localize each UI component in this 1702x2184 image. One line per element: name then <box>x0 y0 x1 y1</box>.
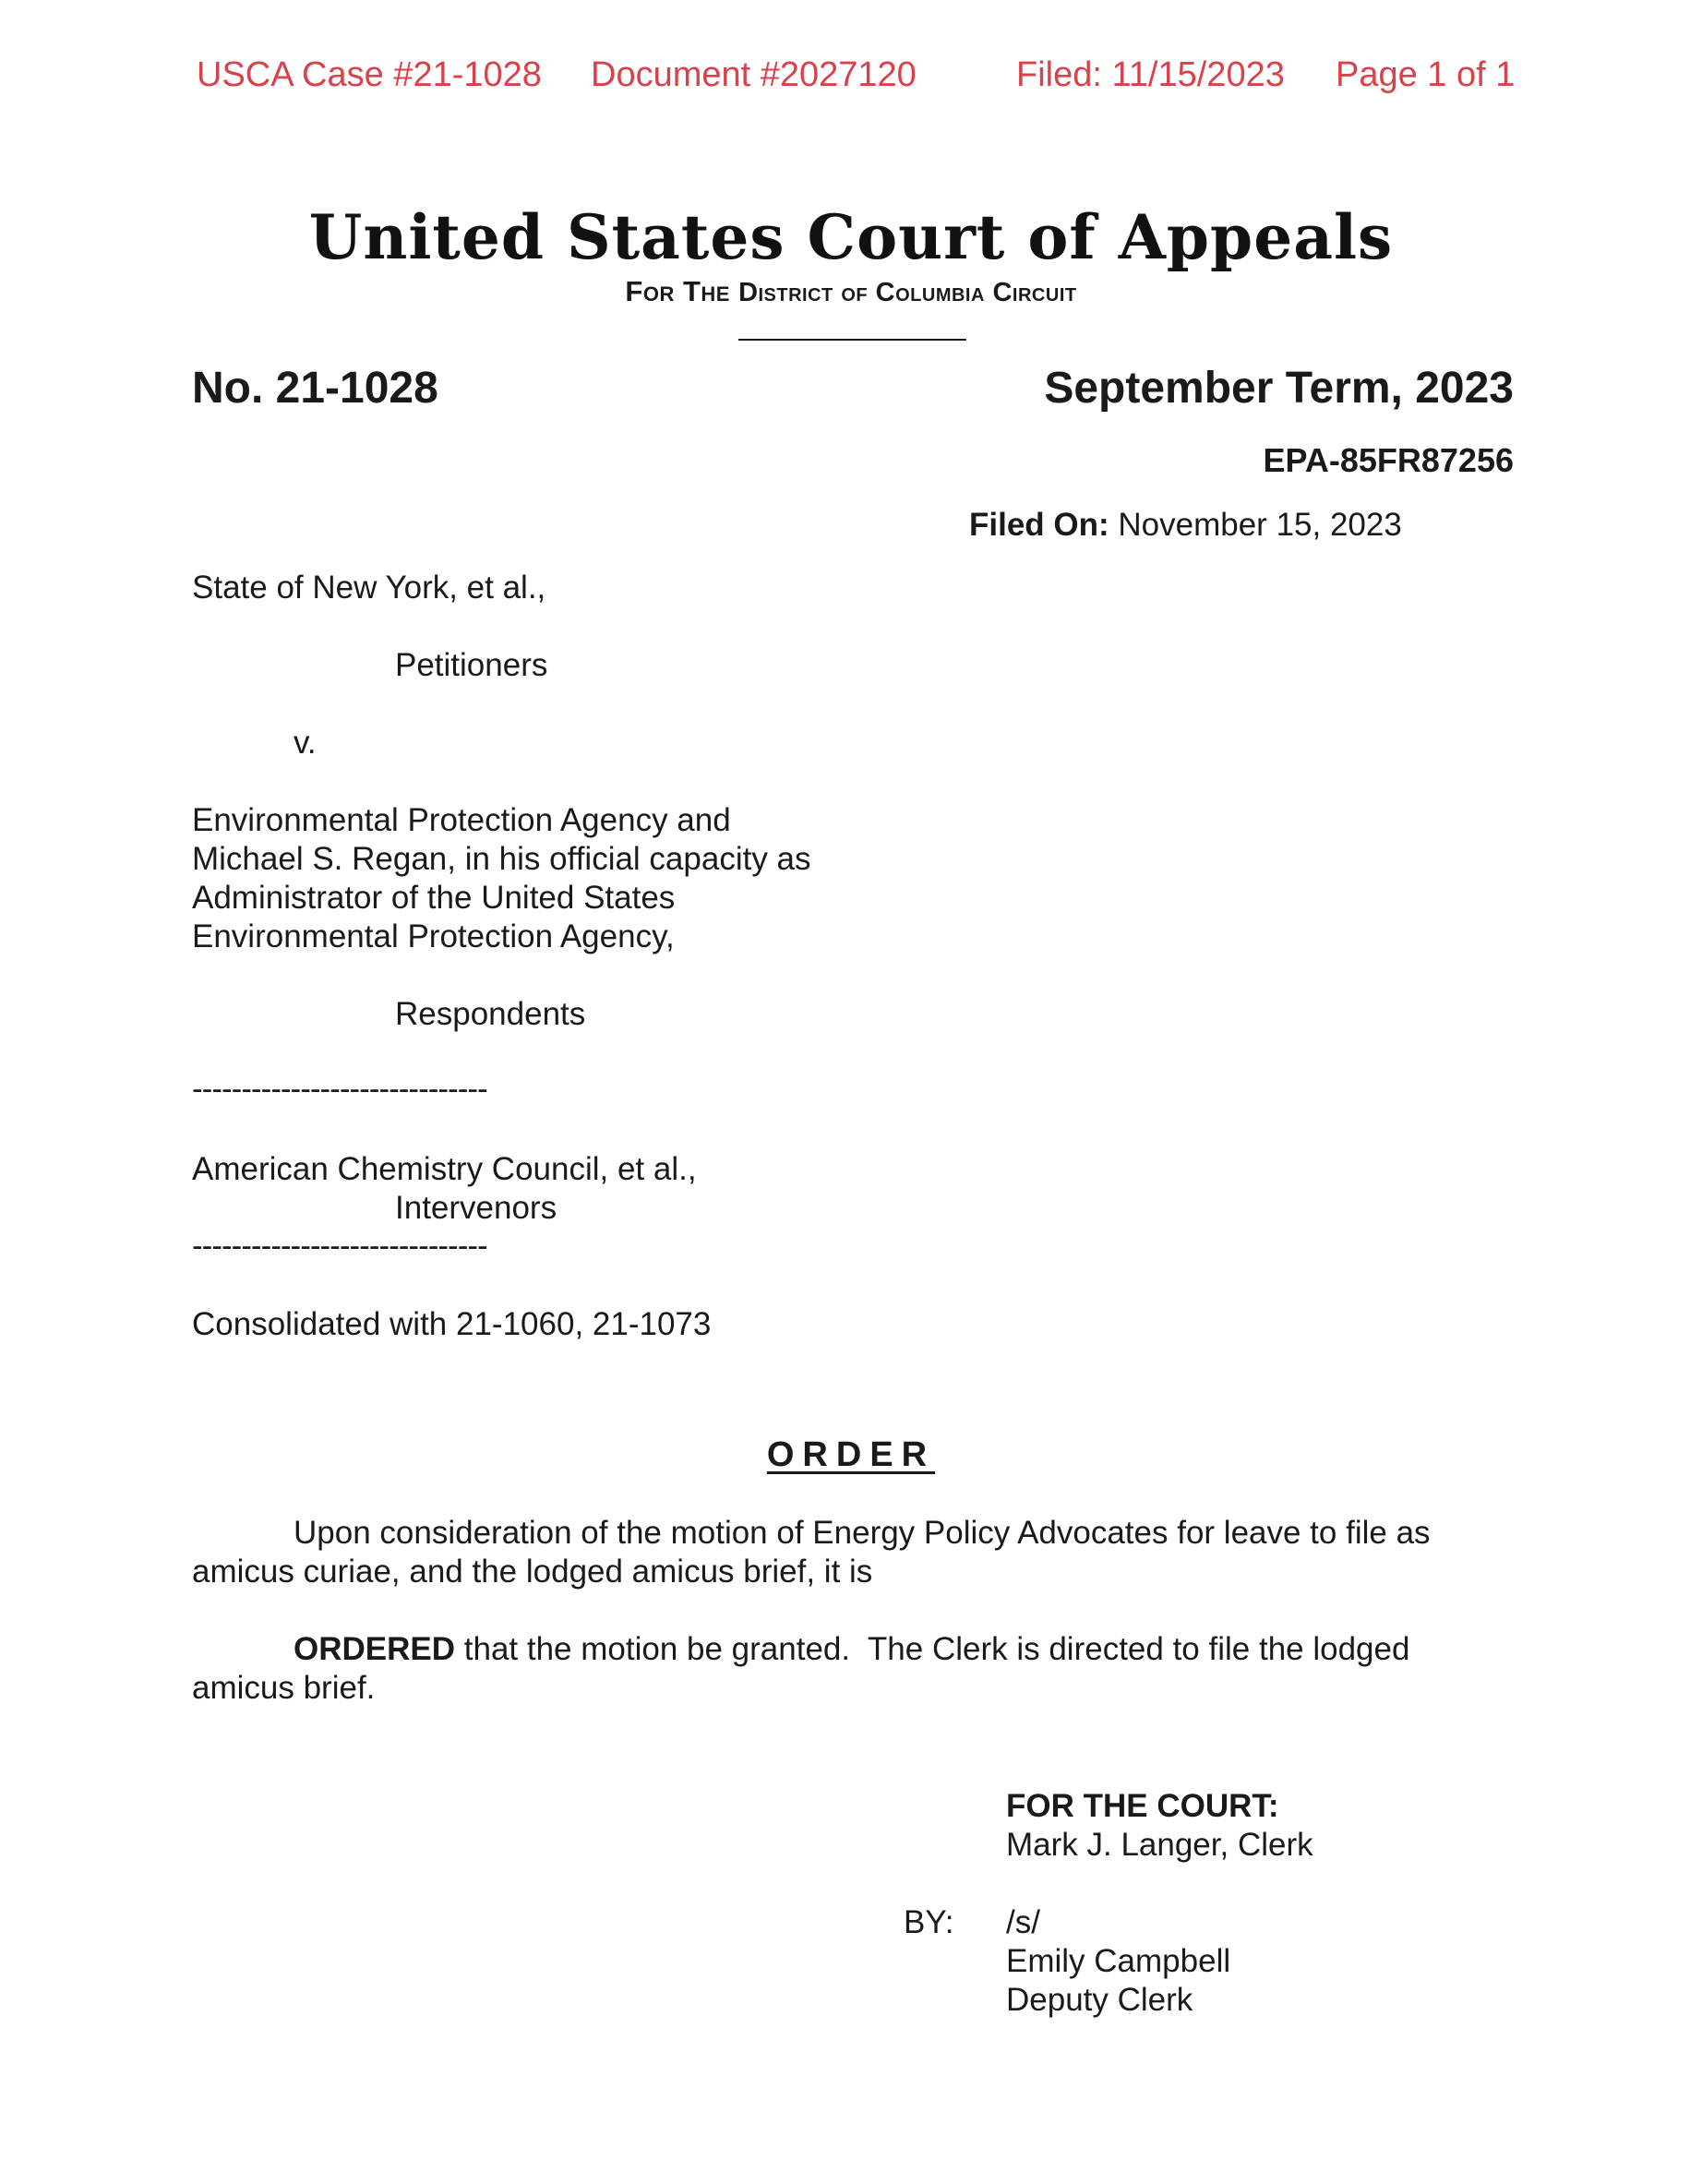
order-title-text: ORDER <box>766 1435 936 1474</box>
order-para2-line2: amicus brief. <box>192 1670 376 1706</box>
document-stamp: Document #2027120 <box>591 55 917 94</box>
order-para1-line1: Upon consideration of the motion of Energy Policy Advocates for leave to file as <box>294 1515 1431 1551</box>
respondent-line-3: Administrator of the United States <box>192 880 676 916</box>
petitioners-label: Petitioners <box>395 647 548 683</box>
deputy-name: Emily Campbell <box>1006 1943 1231 1979</box>
heading-rule <box>738 339 966 341</box>
court-subtitle-prefix: For The <box>625 275 739 307</box>
petitioner-name: State of New York, et al., <box>192 570 546 606</box>
order-para2-line1 <box>294 1630 1409 1669</box>
respondents-label: Respondents <box>395 996 586 1032</box>
filed-on-value: November 15, 2023 <box>1118 507 1402 543</box>
case-number: No. 21-1028 <box>192 364 438 413</box>
signature-mark: /s/ <box>1006 1904 1040 1940</box>
separator-bottom: ------------------------------ <box>192 1228 487 1264</box>
intervenor-name: American Chemistry Council, et al., <box>192 1151 697 1187</box>
respondent-line-1: Environmental Protection Agency and <box>192 802 731 838</box>
page-stamp: Page 1 of 1 <box>1336 55 1516 94</box>
order-para2-rest: that the motion be granted. The Clerk is directed to file the lodged <box>455 1631 1410 1667</box>
respondent-line-4: Environmental Protection Agency, <box>192 918 675 954</box>
filed-on <box>969 506 1402 545</box>
by-label: BY: <box>904 1904 954 1940</box>
court-name: United States Court of Appeals <box>308 201 1394 273</box>
clerk-name: Mark J. Langer, Clerk <box>1006 1827 1313 1863</box>
for-the-court: FOR THE COURT: <box>1006 1788 1279 1824</box>
term: September Term, 2023 <box>1044 364 1514 413</box>
court-subtitle-rest: District of Columbia Circuit <box>738 278 1077 307</box>
order-para1-line2: amicus curiae, and the lodged amicus brief, it is <box>192 1554 873 1590</box>
order-title <box>0 1435 1702 1475</box>
versus: v. <box>294 725 317 761</box>
filed-stamp: Filed: 11/15/2023 <box>1016 55 1285 94</box>
case-stamp: USCA Case #21-1028 <box>197 55 542 94</box>
ordered-keyword: ORDERED <box>294 1631 456 1667</box>
respondent-line-2: Michael S. Regan, in his official capacity as <box>192 841 811 877</box>
court-subtitle <box>0 275 1702 308</box>
agency-code: EPA-85FR87256 <box>1263 441 1514 479</box>
deputy-title: Deputy Clerk <box>1006 1982 1193 2018</box>
intervenors-label: Intervenors <box>395 1190 557 1226</box>
separator-top: ------------------------------ <box>192 1071 487 1107</box>
consolidated-note: Consolidated with 21-1060, 21-1073 <box>192 1306 712 1342</box>
filed-on-label: Filed On: <box>969 507 1109 543</box>
